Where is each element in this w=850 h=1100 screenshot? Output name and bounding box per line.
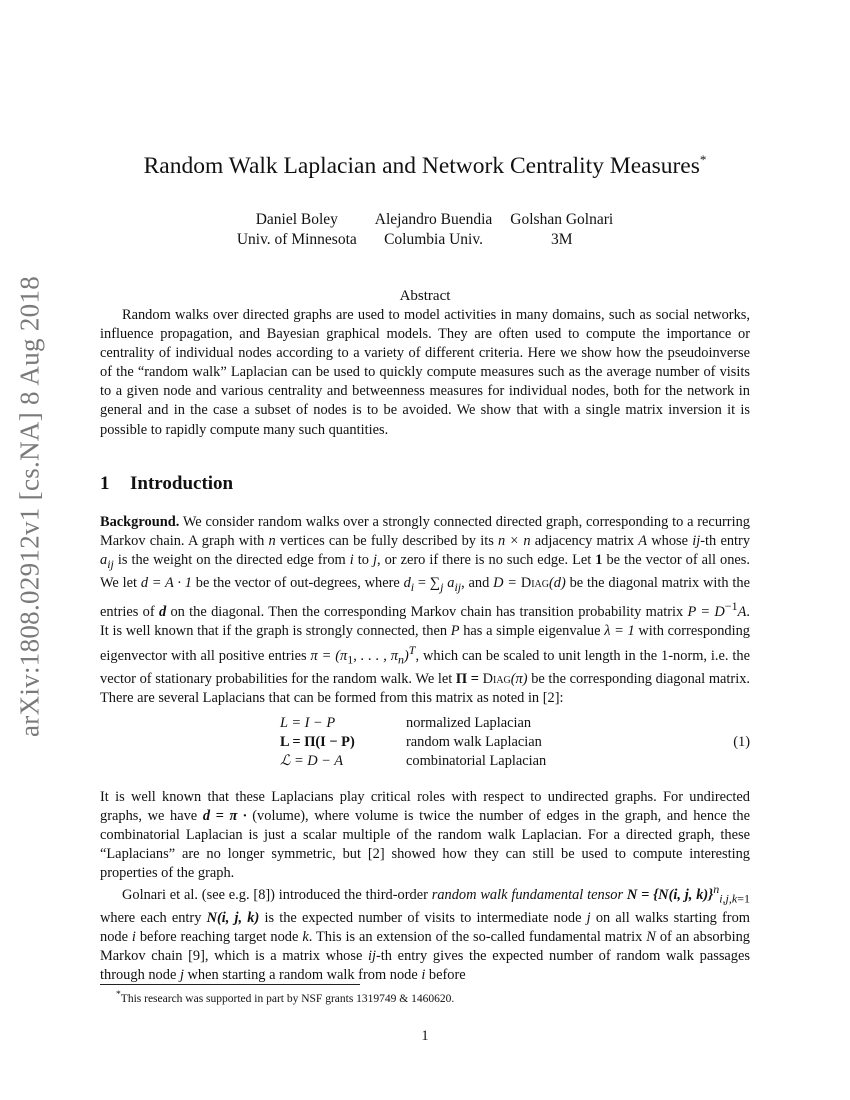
math: (π) bbox=[510, 670, 528, 687]
text-run: be the vector of out-degrees, where bbox=[191, 575, 404, 592]
section-heading bbox=[100, 473, 233, 495]
author-block bbox=[375, 210, 493, 250]
author-name: Golshan Golnari bbox=[510, 211, 614, 228]
math: n bbox=[268, 533, 276, 550]
equation-desc: random walk Laplacian bbox=[406, 734, 542, 750]
equation-lhs: L = Π(I − P) bbox=[280, 734, 355, 750]
footnote-rule bbox=[100, 984, 360, 985]
math: i bbox=[131, 928, 136, 945]
text-run: is the expected number of visits to intermediate node bbox=[259, 909, 587, 926]
math: j bbox=[179, 967, 184, 984]
math: N(i, j, k) bbox=[206, 909, 260, 926]
math: π = (π bbox=[310, 647, 348, 664]
math: Diag bbox=[482, 670, 511, 687]
equation-desc: normalized Laplacian bbox=[406, 715, 532, 731]
math: , . . . , π bbox=[353, 647, 398, 664]
equation-row bbox=[280, 714, 750, 733]
math: d bbox=[403, 575, 411, 592]
math: P bbox=[450, 623, 460, 640]
math: a bbox=[100, 552, 108, 569]
section-number: 1 bbox=[100, 473, 110, 494]
paper-title bbox=[100, 152, 750, 180]
text-run: . This is an extension of the so-called fundamental matrix bbox=[308, 928, 647, 945]
text-run: adjacency matrix bbox=[530, 533, 639, 550]
math: ij bbox=[107, 557, 114, 572]
author-block bbox=[510, 210, 613, 250]
text-run: be the corresponding diagonal matrix. There are several Laplacians that can be formed from this matrix as noted in [2]: bbox=[100, 670, 750, 706]
math: λ = 1 bbox=[604, 623, 635, 640]
math: 1 bbox=[595, 552, 603, 569]
author-name: Daniel Boley bbox=[255, 211, 338, 228]
abstract-text: Random walks over directed graphs are used to model activities in many domains, such as social networks, influence propagation, and Bayesian graphical models. They are often used to compute the importance or centrality of individual nodes according to a variety of different criteria. Here we show how the pseudoinverse of the “random walk” Laplacian can be used to quickly compute measures such as the average number of visits to a given node and various centrality and betweenness measures for individual nodes, both for the network in general and in the case a subset of nodes is to be avoided. We show that with a single matrix inversion it is possible to rapidly compute many such quantities. bbox=[100, 307, 750, 438]
math: j bbox=[586, 909, 591, 926]
text-run: is the weight on the directed edge from bbox=[113, 552, 350, 569]
author-list bbox=[100, 210, 750, 250]
equation-lhs: ℒ = D − A bbox=[280, 753, 344, 769]
text-run: with corresponding eigenvector with all positive entries bbox=[100, 623, 750, 664]
math: N = {N(i, j, k)} bbox=[626, 886, 714, 903]
math: P = D bbox=[687, 603, 725, 620]
math: ij bbox=[368, 947, 377, 964]
page-number: 1 bbox=[421, 1028, 429, 1044]
text-run: whose bbox=[647, 533, 693, 550]
section-title: Introduction bbox=[130, 473, 234, 494]
text-run: on all walks starting from node bbox=[100, 909, 750, 945]
text-run: . It is well known that if the graph is strongly connected, then bbox=[100, 603, 750, 640]
text-run: (volume), where volume is twice the number of edges in the graph, and hence the combinatorial Laplacian is just a scalar multiple of the random walk Laplacian. For a directed graph, these “Laplacians” are no longer symmetric, but [2] showed how they can still be used to compute interesting properties of the graph. bbox=[100, 808, 751, 882]
text-run: where each entry bbox=[100, 909, 207, 926]
text-run: -th entry gives the expected number of random walk passages through node bbox=[100, 947, 750, 984]
text-run: We consider random walks over a strongly connected directed graph, corresponding to a recurring Markov chain. A graph with bbox=[100, 514, 750, 550]
abstract-heading: Abstract bbox=[399, 288, 451, 304]
author-affiliation: Columbia Univ. bbox=[384, 231, 483, 248]
math: Diag bbox=[520, 575, 549, 592]
author-affiliation: Univ. of Minnesota bbox=[236, 231, 357, 248]
text-run: to bbox=[353, 552, 373, 569]
text-run: -th entry bbox=[700, 533, 751, 550]
math: n bbox=[397, 652, 404, 667]
equation-row bbox=[280, 733, 750, 752]
equation-number: (1) bbox=[733, 734, 750, 750]
text-run: , or zero if there is no such edge. Let bbox=[376, 552, 596, 569]
title-footnote-mark: * bbox=[699, 152, 707, 167]
text-run: before bbox=[425, 967, 466, 984]
footnote bbox=[116, 989, 454, 1005]
math: N bbox=[646, 928, 656, 945]
text-run: on the diagonal. Then the corresponding Markov chain has transition probability matrix bbox=[166, 603, 688, 620]
author-block bbox=[237, 210, 357, 250]
text-run: has a simple eigenvalue bbox=[459, 623, 605, 640]
text-run: when starting a random walk from node bbox=[183, 967, 422, 984]
math: (d) bbox=[548, 575, 566, 592]
paragraph-laplacian-roles bbox=[100, 788, 750, 883]
arxiv-identifier-stamp: arXiv:1808.02912v1 [cs.NA] 8 Aug 2018 bbox=[14, 275, 45, 737]
math: A bbox=[737, 603, 747, 620]
emphasis: random walk fundamental tensor bbox=[431, 886, 624, 903]
text-run: of an absorbing Markov chain [9], which is a matrix whose bbox=[100, 928, 751, 964]
paragraph-fundamental-tensor: Golnari et al. (see e.g. [8]) introduced the third-order random walk fundamental tensor N = {N(i, j, k)}$^n_{i,j,k=1}$ where each entry N(i, j, k) is the expected number of visits to intermediate node j on all walks starting from node i before reaching target node k. This is an extension of the so-called fundamental matrix N of an absorbing Markov chain [9], which is a matrix whose ij-th entry gives the expected number of random walk passages through node j when starting a random walk from node i before bbox=[100, 882, 751, 984]
text-run: before reaching target node bbox=[135, 928, 303, 945]
math: d = π · bbox=[202, 808, 253, 825]
math: n × n bbox=[498, 533, 531, 550]
paragraph-lead: Background. bbox=[100, 514, 180, 530]
math: i bbox=[349, 552, 354, 569]
equation-lhs: L = I − P bbox=[280, 715, 336, 731]
math: j bbox=[440, 580, 444, 595]
text-run: Golnari et al. (see e.g. [8]) introduced the third-order bbox=[122, 886, 432, 903]
footnote-text: This research was supported in part by NSF grants 1319749 & 1460620. bbox=[120, 992, 455, 1005]
math: D = bbox=[493, 575, 521, 592]
author-affiliation: 3M bbox=[550, 231, 573, 248]
math: d = A · 1 bbox=[140, 575, 192, 592]
math: i bbox=[410, 580, 415, 595]
paragraph-background: Background. We consider random walks over a strongly connected directed graph, corresponding to a recurring Markov chain. A graph with n vertices can be fully described by its n × n adjacency matrix A whose ij-th entry $a_{ij}$ is the weight on the directed edge from i to j, or zero if there is no such edge. Let 1 be the vector of all ones. We let d = A · 1 be the vector of out-degrees, where $d_i = \sum_j$ $a_{ij}$, and D = Diag(d) be the diagonal matrix with the entries of d on the diagonal. Then the corresponding Markov chain has transition probability matrix $P = D^{-1}A$. It is well known that if the graph is strongly connected, then P has a simple eigenvalue λ = 1 with corresponding eigenvector with all positive entries $\pi = (\pi_1$, . . . , $\pi_n)^T$, which can be scaled to unit length in the 1-norm, i.e. the vector of stationary probabilities for the random walk. We let Π = Diag(π) be the corresponding diagonal matrix. There are several Laplacians that can be formed from this matrix as noted in [2]: bbox=[100, 514, 751, 706]
text-run: , which can be scaled to unit length in the 1-norm, i.e. the vector of stationary probabilities for the random walk. We let bbox=[100, 647, 750, 687]
math: d bbox=[158, 603, 167, 620]
equation-row bbox=[280, 752, 750, 771]
math: a bbox=[447, 575, 455, 592]
footnote-mark: * bbox=[116, 989, 121, 1000]
math: i bbox=[421, 967, 426, 984]
math: ij bbox=[454, 580, 462, 595]
math: ) bbox=[403, 647, 409, 664]
math: −1 bbox=[724, 599, 738, 614]
author-name: Alejandro Buendia bbox=[374, 211, 493, 228]
text-run: It is well known that these Laplacians play critical roles with respect to undirected graphs. For undirected graphs, we have bbox=[100, 789, 750, 825]
math: k bbox=[302, 928, 309, 945]
text-run: vertices can be fully described by its bbox=[275, 533, 499, 550]
equation-desc: combinatorial Laplacian bbox=[406, 753, 547, 769]
text-run: be the diagonal matrix with the entries of bbox=[100, 575, 751, 620]
paper-title-text: Random Walk Laplacian and Network Centrality Measures bbox=[143, 152, 700, 179]
math: ij bbox=[692, 533, 701, 550]
text-run: , and bbox=[461, 575, 494, 592]
equation-block bbox=[280, 714, 750, 771]
math: Π = bbox=[455, 670, 483, 687]
text-run: be the vector of all ones. We let bbox=[100, 552, 750, 592]
math: A bbox=[638, 533, 648, 550]
math: j bbox=[372, 552, 377, 569]
